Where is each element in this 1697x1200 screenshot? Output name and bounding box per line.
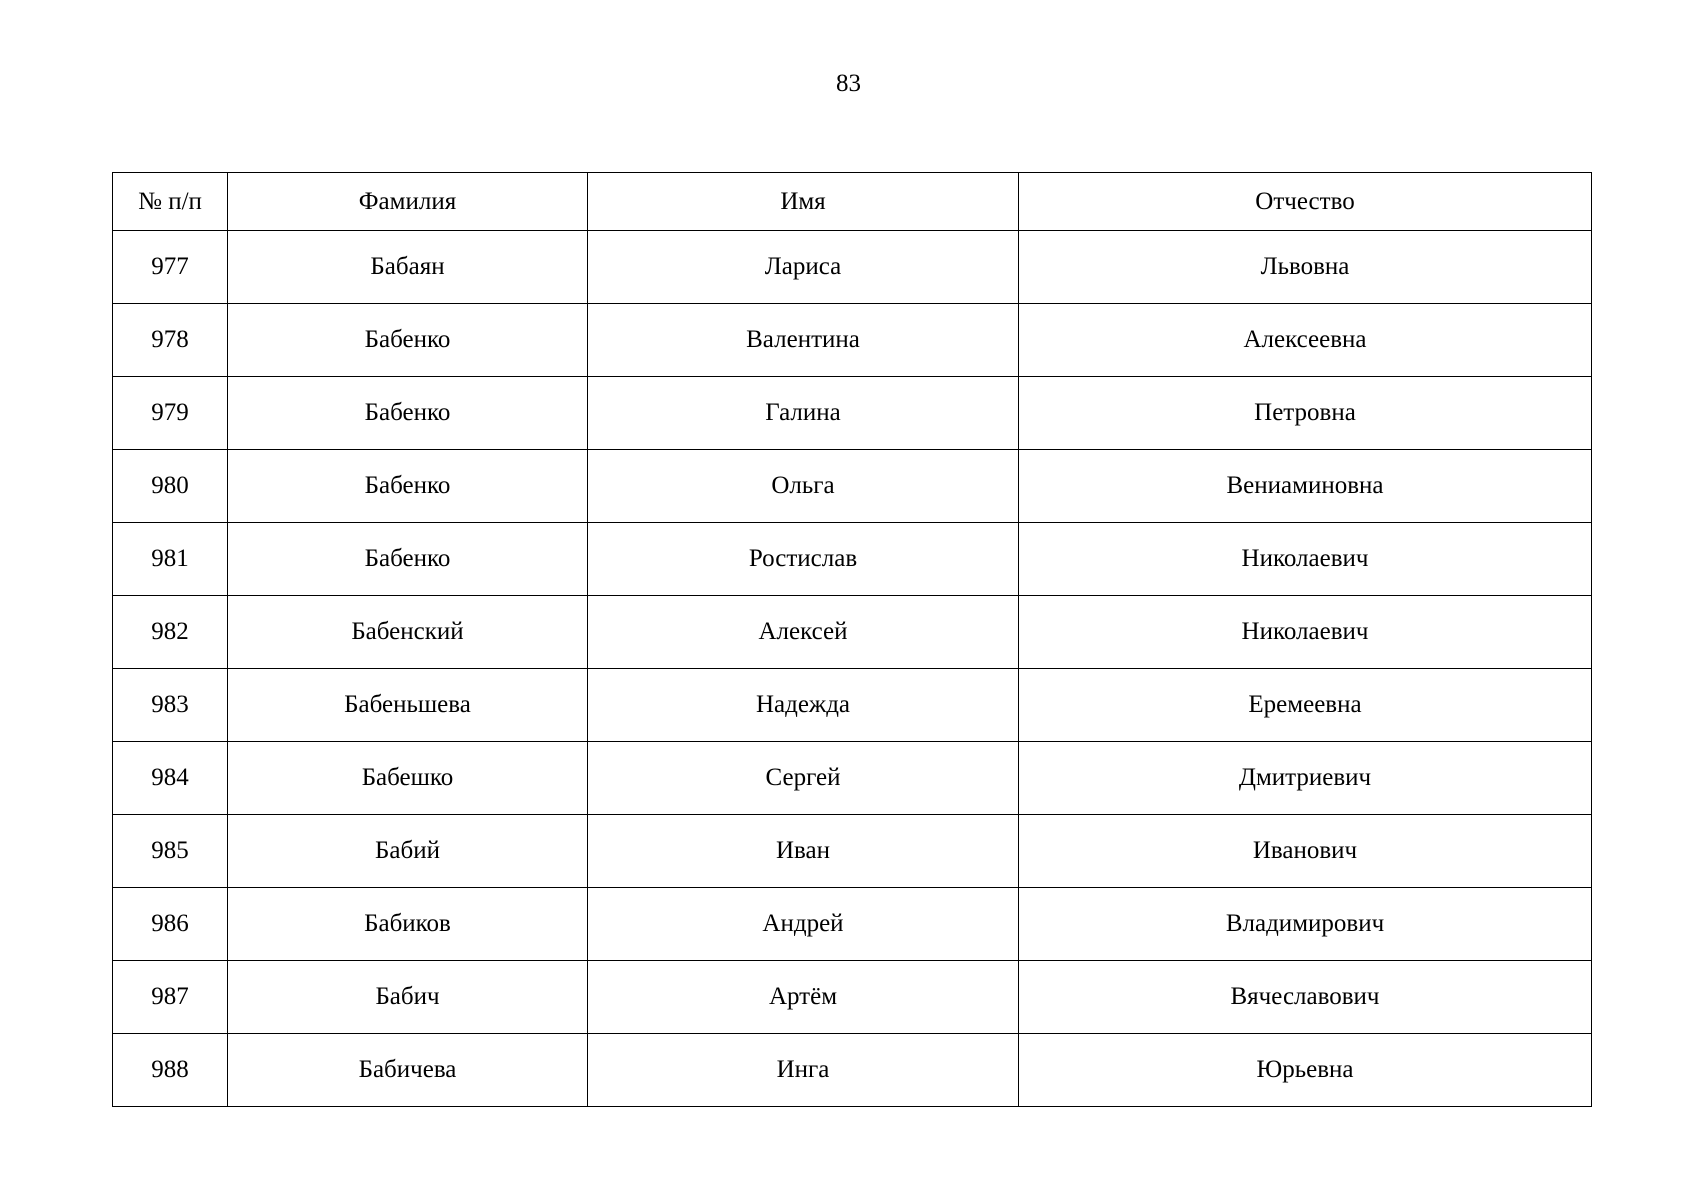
cell-num: 981 <box>113 523 228 596</box>
cell-surname: Бабий <box>228 815 588 888</box>
table-header <box>113 173 1592 231</box>
table-row <box>113 450 1592 523</box>
cell-num: 980 <box>113 450 228 523</box>
header-name: Имя <box>588 173 1019 231</box>
cell-num: 987 <box>113 961 228 1034</box>
cell-patronymic: Юрьевна <box>1019 1034 1592 1107</box>
cell-name: Андрей <box>588 888 1019 961</box>
cell-name: Лариса <box>588 231 1019 304</box>
header-surname: Фамилия <box>228 173 588 231</box>
cell-num: 982 <box>113 596 228 669</box>
cell-surname: Бабенко <box>228 450 588 523</box>
table-row <box>113 523 1592 596</box>
cell-patronymic: Петровна <box>1019 377 1592 450</box>
cell-name: Галина <box>588 377 1019 450</box>
cell-patronymic: Еремеевна <box>1019 669 1592 742</box>
table-row <box>113 377 1592 450</box>
table-row <box>113 596 1592 669</box>
cell-patronymic: Дмитриевич <box>1019 742 1592 815</box>
cell-surname: Бабенко <box>228 304 588 377</box>
table-row <box>113 961 1592 1034</box>
cell-num: 977 <box>113 231 228 304</box>
cell-surname: Бабенко <box>228 523 588 596</box>
table-row <box>113 888 1592 961</box>
cell-name: Иван <box>588 815 1019 888</box>
table-row <box>113 1034 1592 1107</box>
cell-patronymic: Львовна <box>1019 231 1592 304</box>
cell-name: Надежда <box>588 669 1019 742</box>
table-row <box>113 304 1592 377</box>
cell-num: 978 <box>113 304 228 377</box>
table-row <box>113 231 1592 304</box>
cell-name: Валентина <box>588 304 1019 377</box>
cell-name: Ольга <box>588 450 1019 523</box>
header-row <box>113 173 1592 231</box>
cell-num: 983 <box>113 669 228 742</box>
cell-patronymic: Николаевич <box>1019 523 1592 596</box>
table-row <box>113 669 1592 742</box>
page-number: 83 <box>836 70 861 97</box>
cell-patronymic: Иванович <box>1019 815 1592 888</box>
cell-num: 979 <box>113 377 228 450</box>
table-row <box>113 742 1592 815</box>
cell-patronymic: Вениаминовна <box>1019 450 1592 523</box>
table-body <box>113 231 1592 1107</box>
cell-surname: Бабиков <box>228 888 588 961</box>
cell-surname: Бабенский <box>228 596 588 669</box>
cell-num: 985 <box>113 815 228 888</box>
cell-name: Артём <box>588 961 1019 1034</box>
header-patronymic: Отчество <box>1019 173 1592 231</box>
cell-num: 984 <box>113 742 228 815</box>
cell-surname: Бабенко <box>228 377 588 450</box>
cell-num: 986 <box>113 888 228 961</box>
cell-patronymic: Алексеевна <box>1019 304 1592 377</box>
cell-patronymic: Вячеславович <box>1019 961 1592 1034</box>
cell-patronymic: Владимирович <box>1019 888 1592 961</box>
table-row <box>113 815 1592 888</box>
cell-name: Инга <box>588 1034 1019 1107</box>
cell-patronymic: Николаевич <box>1019 596 1592 669</box>
header-num: № п/п <box>113 173 228 231</box>
cell-name: Ростислав <box>588 523 1019 596</box>
cell-surname: Бабич <box>228 961 588 1034</box>
cell-surname: Бабеньшева <box>228 669 588 742</box>
registry-table <box>112 172 1592 1107</box>
cell-name: Алексей <box>588 596 1019 669</box>
cell-surname: Бабичева <box>228 1034 588 1107</box>
cell-num: 988 <box>113 1034 228 1107</box>
cell-name: Сергей <box>588 742 1019 815</box>
cell-surname: Бабешко <box>228 742 588 815</box>
cell-surname: Бабаян <box>228 231 588 304</box>
